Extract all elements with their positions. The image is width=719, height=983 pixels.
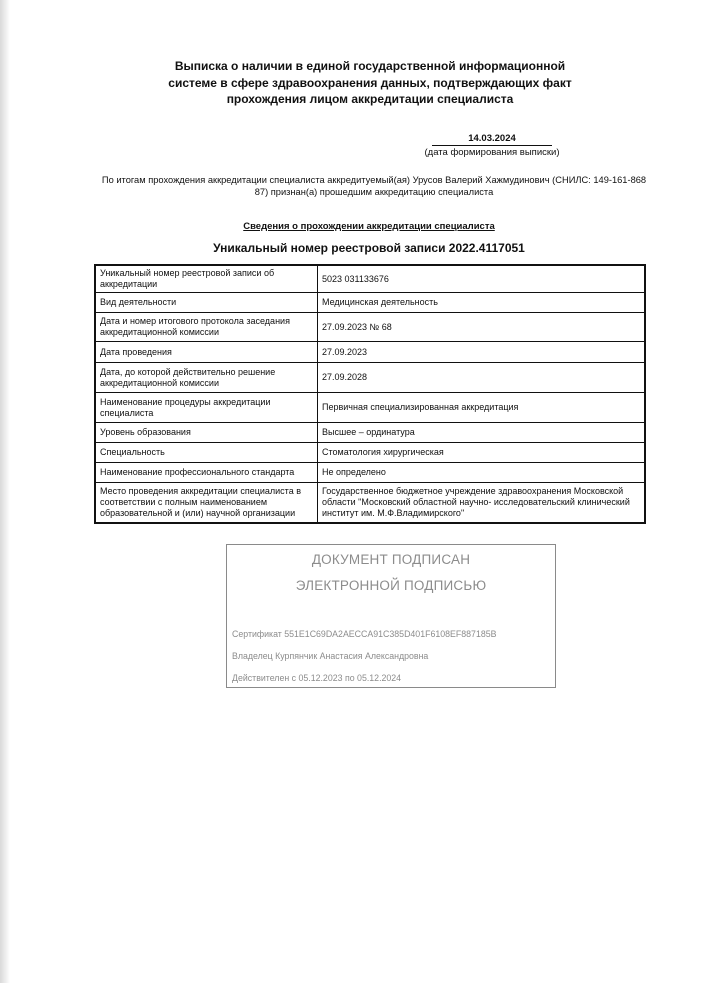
row-value: Государственное бюджетное учреждение здравоохранения Московской области "Московский областной научно- исследовательский клинический институт им. М.Ф.Владимирского" [318,483,646,523]
row-label: Наименование процедуры аккредитации специалиста [95,393,318,423]
row-value: Стоматология хирургическая [318,443,646,463]
title-line-3: прохождения лицом аккредитации специалиста [226,92,514,106]
row-value: Не определено [318,463,646,483]
table-row [95,313,645,342]
formation-date-caption: (дата формирования выписки) [424,147,560,158]
row-value: 27.09.2023 [318,342,646,363]
row-value: Первичная специализированная аккредитация [318,393,646,423]
accreditation-table [94,264,646,524]
table-row [95,265,645,293]
page-edge-shadow [0,0,10,983]
formation-date: 14.03.2024 [432,133,552,146]
table-row [95,363,645,393]
row-label: Дата и номер итогового протокола заседания аккредитационной комиссии [95,313,318,342]
section-heading: Сведения о прохождении аккредитации специалиста [243,221,495,232]
table-row [95,423,645,443]
row-label: Уровень образования [95,423,318,443]
row-value: 5023 031133676 [318,265,646,293]
row-label: Наименование профессионального стандарта [95,463,318,483]
table-row [95,342,645,363]
title-line-2: системе в сфере здравоохранения данных, подтверждающих факт [168,75,572,90]
row-value: Медицинская деятельность [318,293,646,313]
table-row [95,293,645,313]
table-row [95,393,645,423]
stamp-line-signed: ДОКУМЕНТ ПОДПИСАН [311,552,471,567]
stamp-validity: Действителен с 05.12.2023 по 05.12.2024 [232,673,402,683]
title-line-1: Выписка о наличии в единой государственной информационной [174,59,566,73]
stamp-certificate: Сертификат 551E1C69DA2AECCA91C385D401F6108EF887185B [232,629,497,639]
row-value: 27.09.2023 № 68 [318,313,646,342]
electronic-signature-stamp [226,544,556,688]
formation-date-block [424,133,560,159]
document-title [150,58,590,108]
registry-number-heading: Уникальный номер реестровой записи 2022.4117051 [213,241,525,255]
table-row [95,483,645,523]
table-row [95,463,645,483]
stamp-line-electronic-signature: ЭЛЕКТРОННОЙ ПОДПИСЬЮ [295,578,487,593]
row-label: Специальность [95,443,318,463]
row-label: Дата проведения [95,342,318,363]
row-label: Уникальный номер реестровой записи об аккредитации [95,265,318,293]
row-label: Место проведения аккредитации специалиста в соответствии с полным наименованием образовательной и (или) научной организации [95,483,318,523]
row-label: Дата, до которой действительно решение аккредитационной комиссии [95,363,318,393]
row-label: Вид деятельности [95,293,318,313]
intro-paragraph: По итогам прохождения аккредитации специалиста аккредитуемый(ая) Урусов Валерий Хажмудинович (СНИЛС: 149-161-868 87) признан(а) прошедшим аккредитацию специалиста [101,175,647,197]
row-value: 27.09.2028 [318,363,646,393]
row-value: Высшее – ординатура [318,423,646,443]
table-row [95,443,645,463]
stamp-owner: Владелец Курпянчик Анастасия Александровна [232,651,429,661]
